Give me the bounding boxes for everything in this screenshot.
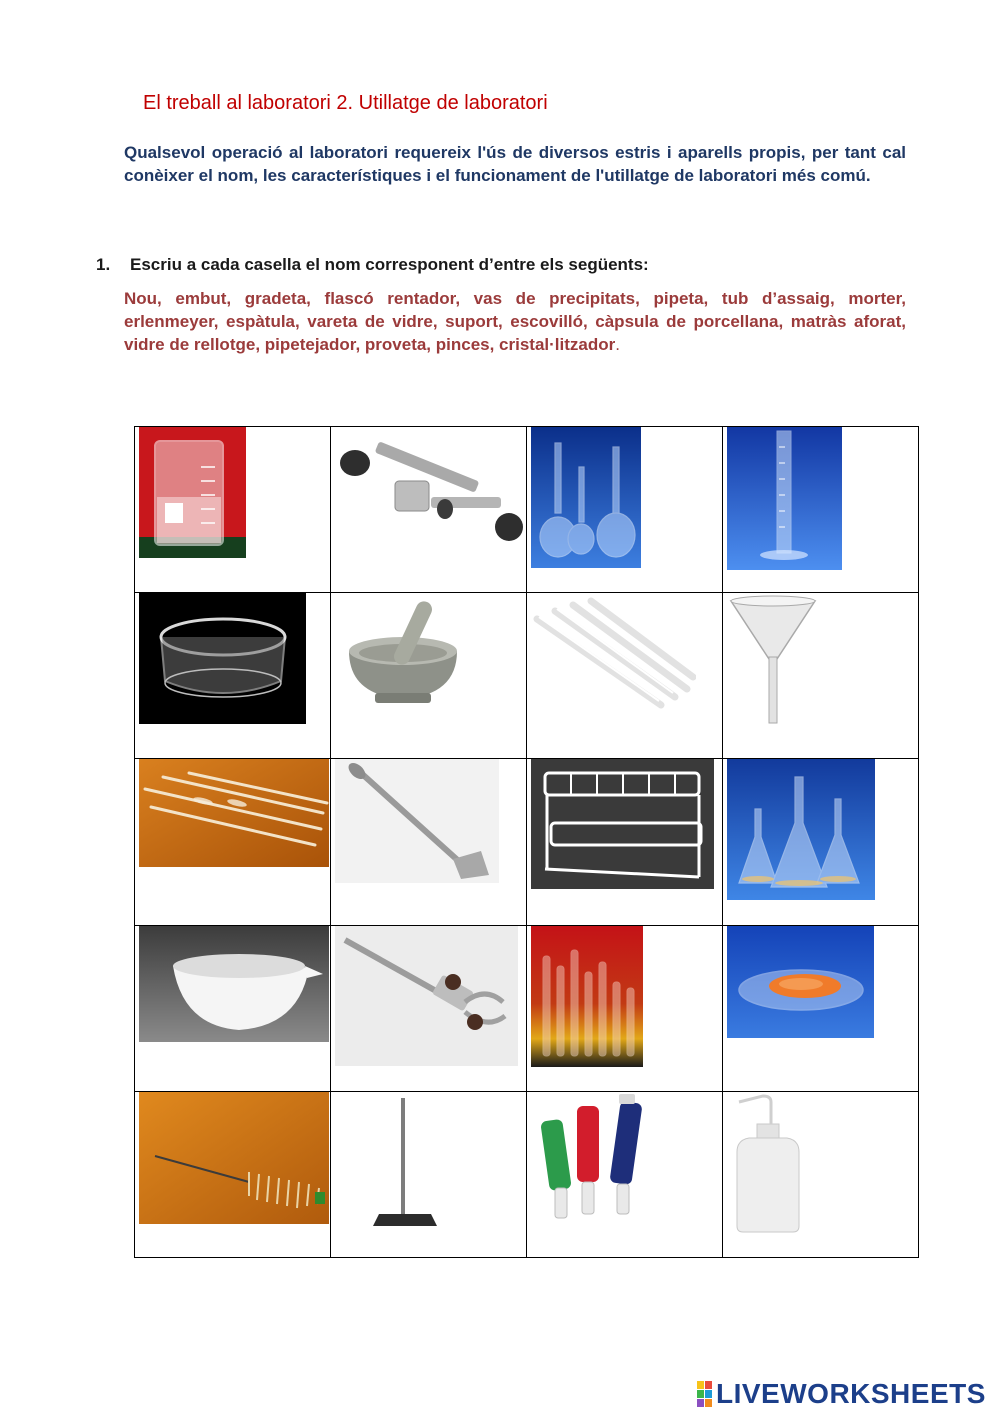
cell-12 bbox=[723, 759, 919, 925]
intro-paragraph: Qualsevol operació al laboratori requereix l'ús de diversos estris i aparells propis, per tant cal conèixer el nom, les característiques i el funcionament de l'utillatge de laboratori més comú. bbox=[124, 143, 906, 185]
word-bank-text: Nou, embut, gradeta, flascó rentador, vas de precipitats, pipeta, tub d’assaig, morter, erlenmeyer, espàtula, vareta de vidre, suport, escovilló, càpsula de porcellana, matràs aforat, vidre de rellotge, pipetejador, proveta, pinces, cristal·litzador bbox=[124, 289, 906, 354]
question-instruction: Escriu a cada casella el nom corresponent d’entre els següents: bbox=[130, 255, 649, 274]
spatula-image bbox=[335, 759, 499, 883]
brand-logo[interactable] bbox=[697, 1378, 986, 1410]
test-tube-rack-image bbox=[531, 759, 714, 889]
pipette-filler-image bbox=[531, 1092, 655, 1233]
test-tubes-image bbox=[531, 926, 643, 1067]
mortar-image bbox=[335, 593, 471, 713]
cell-4 bbox=[723, 427, 919, 593]
cell-19 bbox=[527, 1091, 723, 1257]
word-bank-end: . bbox=[615, 335, 620, 354]
cell-7 bbox=[527, 593, 723, 759]
cell-3 bbox=[527, 427, 723, 593]
cell-16 bbox=[723, 925, 919, 1091]
cell-5 bbox=[135, 593, 331, 759]
pipettes-image bbox=[139, 759, 329, 867]
cell-13 bbox=[135, 925, 331, 1091]
cell-18 bbox=[331, 1091, 527, 1257]
cell-8 bbox=[723, 593, 919, 759]
word-bank bbox=[124, 287, 906, 356]
graduated-cylinder-image bbox=[727, 427, 842, 570]
image-answer-grid bbox=[134, 426, 919, 1258]
question-number: 1. bbox=[96, 255, 111, 274]
brush-image bbox=[139, 1092, 329, 1224]
page-title: El treball al laboratori 2. Utillatge de laboratori bbox=[143, 92, 548, 114]
glass-rods-image bbox=[531, 593, 696, 718]
beaker-image bbox=[139, 427, 246, 558]
cell-15 bbox=[527, 925, 723, 1091]
cell-17 bbox=[135, 1091, 331, 1257]
crystallizer-image bbox=[139, 593, 306, 724]
cell-11 bbox=[527, 759, 723, 925]
clamp-image bbox=[335, 926, 518, 1066]
brand-mark-icon bbox=[697, 1381, 712, 1407]
cell-9 bbox=[135, 759, 331, 925]
cell-1 bbox=[135, 427, 331, 593]
cell-6 bbox=[331, 593, 527, 759]
volumetric-flask-image bbox=[531, 427, 641, 568]
watch-glass-image bbox=[727, 926, 874, 1038]
cell-2 bbox=[331, 427, 527, 593]
clamp-holder-image bbox=[335, 427, 525, 552]
cell-20 bbox=[723, 1091, 919, 1257]
cell-10 bbox=[331, 759, 527, 925]
question-1 bbox=[96, 255, 649, 275]
erlenmeyer-image bbox=[727, 759, 875, 900]
wash-bottle-image bbox=[727, 1092, 811, 1234]
evaporating-dish-image bbox=[139, 926, 329, 1042]
cell-14 bbox=[331, 925, 527, 1091]
stand-image bbox=[335, 1092, 475, 1232]
brand-name: LIVEWORKSHEETS bbox=[716, 1378, 986, 1409]
funnel-image bbox=[727, 593, 819, 729]
